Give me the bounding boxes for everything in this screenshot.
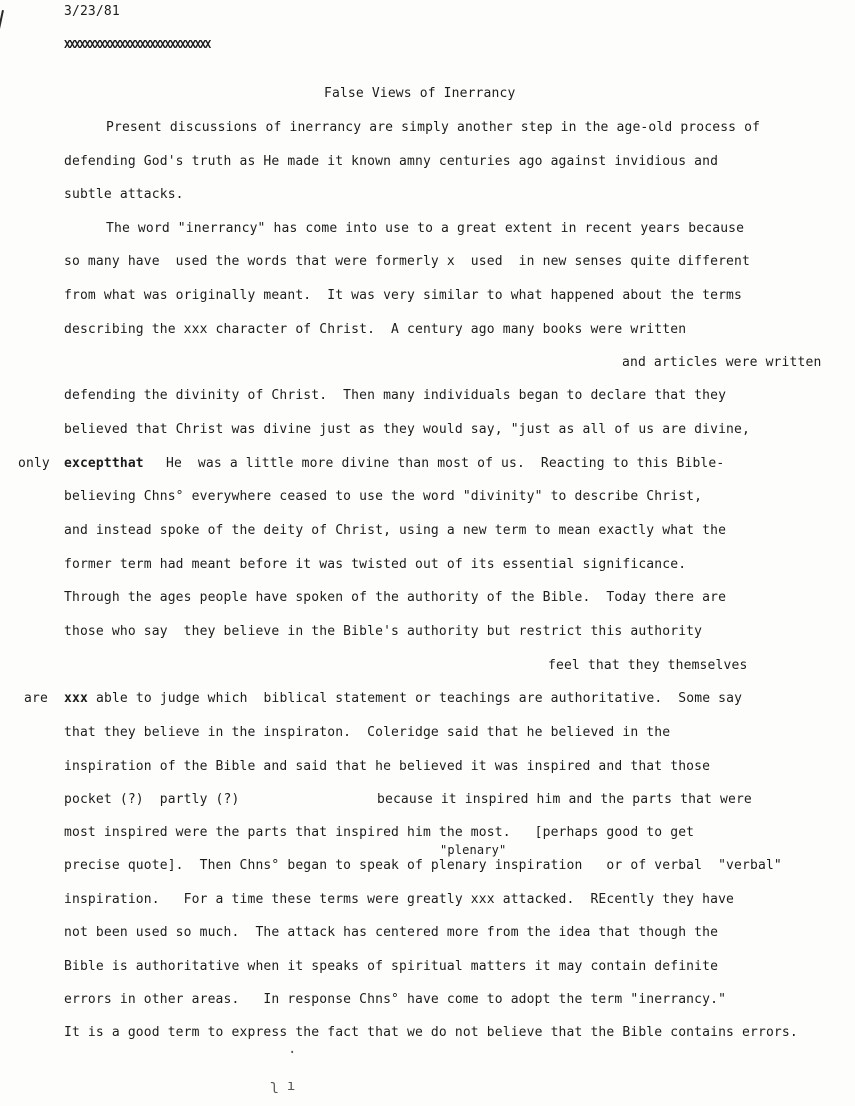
text-line: Present discussions of inerrancy are simply another step in the age-old process of [106,120,761,135]
text-line: former term had meant before it was twisted out of its essential significance. [64,557,687,572]
margin-note: only [18,456,50,471]
inserted-word: "plenary" [440,843,507,857]
struck-word: exceptthat [64,456,144,471]
text-line: inspiration of the Bible and said that he believed it was inspired and that those [64,759,711,774]
document-date: 3/23/81 [64,4,120,19]
text-line: believing Chns° everywhere ceased to use the word "divinity" to describe Christ, [64,489,703,504]
text-line: It is a good term to express the fact that we do not believe that the Bible contains errors. [64,1025,798,1040]
margin-rule [0,10,4,138]
text-line: He was a little more divine than most of us. Reacting to this Bible- [166,456,725,471]
text-line: precise quote]. Then Chns° began to speak of plenary inspiration or of verbal "verbal" [64,858,782,873]
inserted-line: and articles were written [622,355,822,370]
text-line: so many have used the words that were formerly x used in new senses quite different [64,254,750,269]
text-line: defending God's truth as He made it known amny centuries ago against invidious and [64,154,719,169]
text-line: able to judge which biblical statement or teachings are authoritative. Some say [96,691,743,706]
text-line: Bible is authoritative when it speaks of spiritual matters it may contain definite [64,959,719,974]
text-line: inspiration. For a time these terms were greatly xxx attacked. REcently they have [64,892,735,907]
text-line: because it inspired him and the parts that were [377,792,752,807]
text-line: describing the xxx character of Christ. A century ago many books were written [64,322,687,337]
text-line: those who say they believe in the Bible's authority but restrict this authority [64,624,703,639]
text-line: believed that Christ was divine just as they would say, "just as all of us are divine, [64,422,750,437]
text-line: The word "inerrancy" has come into use to a great extent in recent years because [106,221,745,236]
margin-note: are [24,691,48,706]
text-line: pocket (?) partly (?) [64,792,240,807]
struck-word: xxx [64,691,88,706]
ink-speck: · [288,1045,297,1061]
text-line: not been used so much. The attack has centered more from the idea that though the [64,925,719,940]
text-line: errors in other areas. In response Chns° have come to adopt the term "inerrancy." [64,992,727,1007]
text-line: most inspired were the parts that inspired him the most. [perhaps good to get [64,825,695,840]
ink-speck: ʅ ı [270,1078,296,1094]
text-line: Through the ages people have spoken of the authority of the Bible. Today there are [64,590,727,605]
page-title: False Views of Inerrancy [324,86,516,101]
text-line: subtle attacks. [64,187,184,202]
text-line: that they believe in the inspiraton. Coleridge said that he believed in the [64,725,671,740]
text-line: defending the divinity of Christ. Then many individuals began to declare that they [64,388,727,403]
crossed-out-heading: XXXXXXXXXXXXXXXXXXXXXXXXXXXXX [64,38,210,51]
text-line: and instead spoke of the deity of Christ, using a new term to mean exactly what the [64,523,727,538]
inserted-line: feel that they themselves [548,658,748,673]
text-line: from what was originally meant. It was very similar to what happened about the terms [64,288,743,303]
